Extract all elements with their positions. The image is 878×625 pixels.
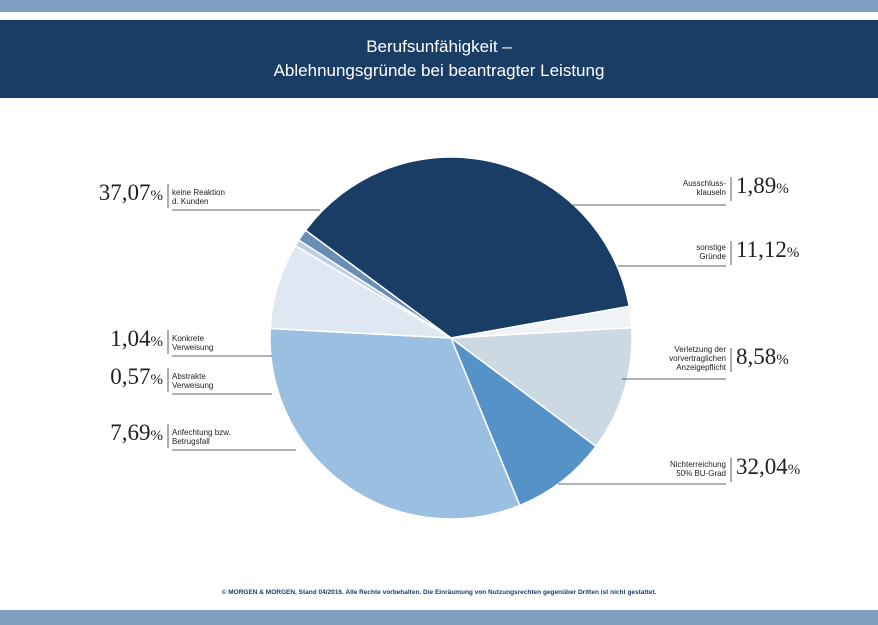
chart-title-line1: Berufsunfähigkeit – — [366, 37, 512, 56]
percent-value: 32,04% — [736, 454, 801, 479]
category-label: Konkrete Verweisung — [172, 334, 214, 352]
slice-label-abstrakte-verweisung — [110, 364, 272, 394]
category-label: keine Reaktion d. Kunden — [172, 188, 225, 206]
percent-value: 8,58% — [736, 344, 789, 369]
percent-value: 11,12% — [736, 237, 800, 262]
percent-value: 7,69% — [110, 420, 163, 445]
slice-label-anfechtung-bzw-betrugsfall — [110, 420, 296, 450]
percent-value: 1,89% — [736, 173, 789, 198]
category-label: Nichterreichung 50% BU-Grad — [669, 460, 726, 478]
category-label: Abstrakte Verweisung — [172, 372, 214, 390]
slice-label-nichterreichung-50-bu-grad — [558, 454, 800, 484]
copyright-footer: © MORGEN & MORGEN, Stand 04/2016. Alle Rechte vorbehalten. Die Einräumung von Nutzungsrechten gegenüber Dritten ist nicht gestattet. — [221, 589, 657, 596]
category-label: Verletzung der vorvertraglichen Anzeigepflicht — [669, 345, 726, 372]
category-label: Ausschluss-klauseln — [682, 179, 726, 197]
slice-label-keine-reaktion-d-kunden — [99, 180, 320, 210]
category-label: sonstige Gründe — [696, 243, 726, 261]
chart-title-line2: Ablehnungsgründe bei beantragter Leistung — [273, 61, 605, 80]
slice-label-verletzung-der-vorvertraglichen-anzeigepflicht — [622, 344, 789, 379]
slice-label-sonstige-gr-nde — [618, 237, 799, 266]
percent-value: 0,57% — [110, 364, 163, 389]
slice-label-konkrete-verweisung — [110, 326, 272, 356]
percent-value: 1,04% — [110, 326, 163, 351]
percent-value: 37,07% — [98, 180, 163, 205]
category-label: Anfechtung bzw. Betrugsfall — [172, 428, 231, 446]
slice-label-ausschlussklauseln — [573, 173, 789, 205]
bottom-accent-bar — [0, 610, 878, 625]
